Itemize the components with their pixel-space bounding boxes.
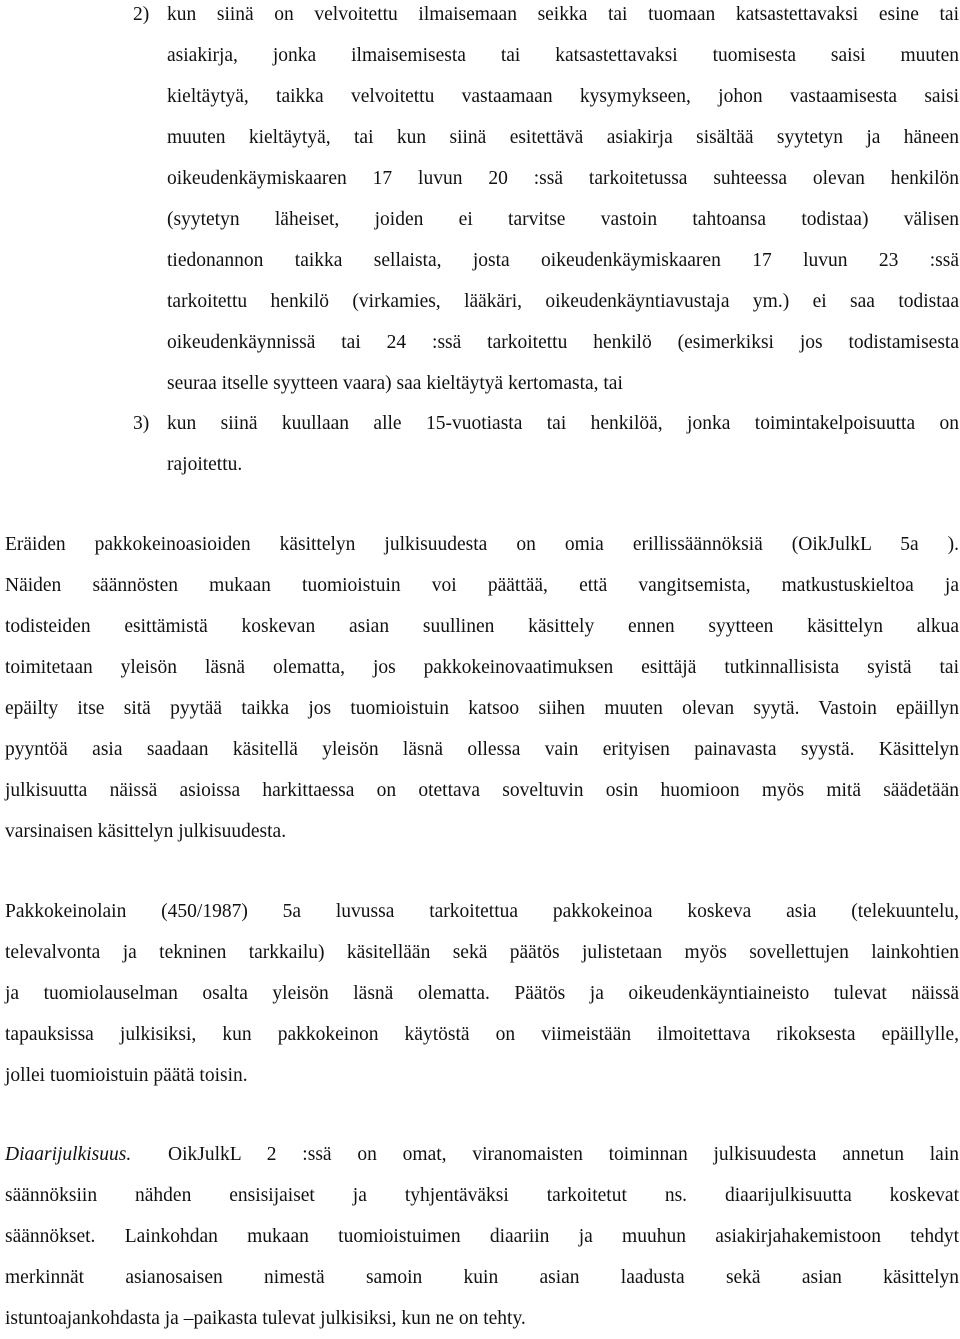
paragraph-line: [0, 647, 960, 688]
paragraph-text: epäilty itse sitä pyytää taikka jos tuomioistuin katsoo siihen muuten olevan syytä. Vastoin epäillyn: [5, 698, 959, 719]
list-item-2-line: [0, 158, 960, 199]
list-item-2-line: [0, 281, 960, 322]
paragraph-line: [0, 729, 960, 770]
list-item-text: kieltäytyä, taikka velvoitettu vastaamaan kysymykseen, johon vastaamisesta saisi: [167, 86, 959, 107]
paragraph-line: [0, 1134, 960, 1175]
paragraph-line: [0, 891, 960, 932]
paragraph-line: [0, 1257, 960, 1298]
paragraph-text: istuntoajankohdasta ja –paikasta tulevat julkisiksi, kun ne on tehty.: [5, 1308, 526, 1329]
paragraph-line: [0, 1216, 960, 1257]
list-item-text: seuraa itselle syytteen vaara) saa kieltäytyä kertomasta, tai: [167, 373, 623, 394]
paragraph-line: [0, 1175, 960, 1216]
paragraph-line: [0, 1014, 960, 1055]
list-item-2-line: [0, 363, 960, 404]
paragraph-line: [0, 932, 960, 973]
paragraph-text: Näiden säännösten mukaan tuomioistuin voi päättää, että vangitsemista, matkustuskieltoa ja: [5, 575, 959, 596]
list-item-text: (syytetyn läheiset, joiden ei tarvitse vastoin tahtoansa todistaa) välisen: [167, 209, 959, 230]
list-item-2-line: [0, 76, 960, 117]
paragraph-heading: Diaarijulkisuus.: [5, 1144, 132, 1165]
paragraph-text: säännökset. Lainkohdan mukaan tuomioistuimen diaariin ja muuhun asiakirjahakemistoon tehdyt: [5, 1226, 959, 1247]
paragraph-line: [0, 524, 960, 565]
paragraph-line: [0, 770, 960, 811]
paragraph-line: [0, 1298, 960, 1339]
list-item-text: kun siinä kuullaan alle 15-vuotiasta tai henkilöä, jonka toimintakelpoisuutta on: [167, 413, 959, 434]
list-item-text: oikeudenkäynnissä tai 24 :ssä tarkoitettu henkilö (esimerkiksi jos todistamisesta: [167, 332, 959, 353]
paragraph-text: jollei tuomioistuin päätä toisin.: [5, 1065, 248, 1086]
list-item-text: asiakirja, jonka ilmaisemisesta tai katsastettavaksi tuomisesta saisi muuten: [167, 45, 959, 66]
list-item-text: kun siinä on velvoitettu ilmaisemaan seikka tai tuomaan katsastettavaksi esine tai: [167, 4, 959, 25]
paragraph-text: ja tuomiolauselman osalta yleisön läsnä olematta. Päätös ja oikeudenkäyntiaineisto tulevat näissä: [5, 983, 959, 1004]
paragraph-line: [0, 973, 960, 1014]
paragraph-text: tapauksissa julkisiksi, kun pakkokeinon käytöstä on viimeistään ilmoitettava rikoksesta epäillylle,: [5, 1024, 959, 1045]
list-item-2-line: [0, 0, 960, 35]
paragraph-text: julkisuutta näissä asioissa harkittaessa on otettava soveltuvin osin huomioon myös mitä säädetään: [5, 780, 959, 801]
list-item-3-line: [0, 403, 960, 444]
list-item-2-line: [0, 35, 960, 76]
paragraph-text: todisteiden esittämistä koskevan asian suullinen käsittely ennen syytteen käsittelyn alkua: [5, 616, 959, 637]
paragraph-text: toimitetaan yleisön läsnä olematta, jos pakkokeinovaatimuksen esittäjä tutkinnallisista syistä tai: [5, 657, 959, 678]
list-item-text: tarkoitettu henkilö (virkamies, lääkäri, oikeudenkäyntiavustaja ym.) ei saa todistaa: [167, 291, 959, 312]
paragraph-line: [0, 688, 960, 729]
paragraph-text: OikJulkL 2 :ssä on omat, viranomaisten toiminnan julkisuudesta annetun lain: [168, 1144, 959, 1165]
paragraph-text: Eräiden pakkokeinoasioiden käsittelyn julkisuudesta on omia erillissäännöksiä (OikJulkL 5a ).: [5, 534, 959, 555]
list-number: 3): [133, 413, 150, 434]
paragraph-text: säännöksiin nähden ensisijaiset ja tyhjentäväksi tarkoitetut ns. diaarijulkisuutta koskevat: [5, 1185, 959, 1206]
paragraph-text: pyyntöä asia saadaan käsitellä yleisön läsnä ollessa vain erityisen painavasta syystä. Käsittelyn: [5, 739, 959, 760]
list-item-2-line: [0, 117, 960, 158]
paragraph-text: varsinaisen käsittelyn julkisuudesta.: [5, 821, 287, 842]
list-item-3-line: [0, 444, 960, 485]
list-item-text: oikeudenkäymiskaaren 17 luvun 20 :ssä tarkoitetussa suhteessa olevan henkilön: [167, 168, 959, 189]
list-item-text: muuten kieltäytyä, tai kun siinä esitettävä asiakirja sisältää syytetyn ja häneen: [167, 127, 959, 148]
list-item-text: tiedonannon taikka sellaista, josta oikeudenkäymiskaaren 17 luvun 23 :ssä: [167, 250, 959, 271]
paragraph-text: televalvonta ja tekninen tarkkailu) käsitellään sekä päätös julistetaan myös sovellettujen lainkohtien: [5, 942, 959, 963]
paragraph-line: [0, 1055, 960, 1096]
list-item-text: rajoitettu.: [167, 454, 243, 475]
list-item-2-line: [0, 240, 960, 281]
paragraph-line: [0, 565, 960, 606]
list-item-2-line: [0, 322, 960, 363]
list-item-2-line: [0, 199, 960, 240]
paragraph-text: merkinnät asianosaisen nimestä samoin kuin asian laadusta sekä asian käsittelyn: [5, 1267, 959, 1288]
list-number: 2): [133, 4, 150, 25]
paragraph-line: [0, 606, 960, 647]
paragraph-text: Pakkokeinolain (450/1987) 5a luvussa tarkoitettua pakkokeinoa koskeva asia (telekuuntelu,: [5, 901, 959, 922]
paragraph-line: [0, 811, 960, 852]
